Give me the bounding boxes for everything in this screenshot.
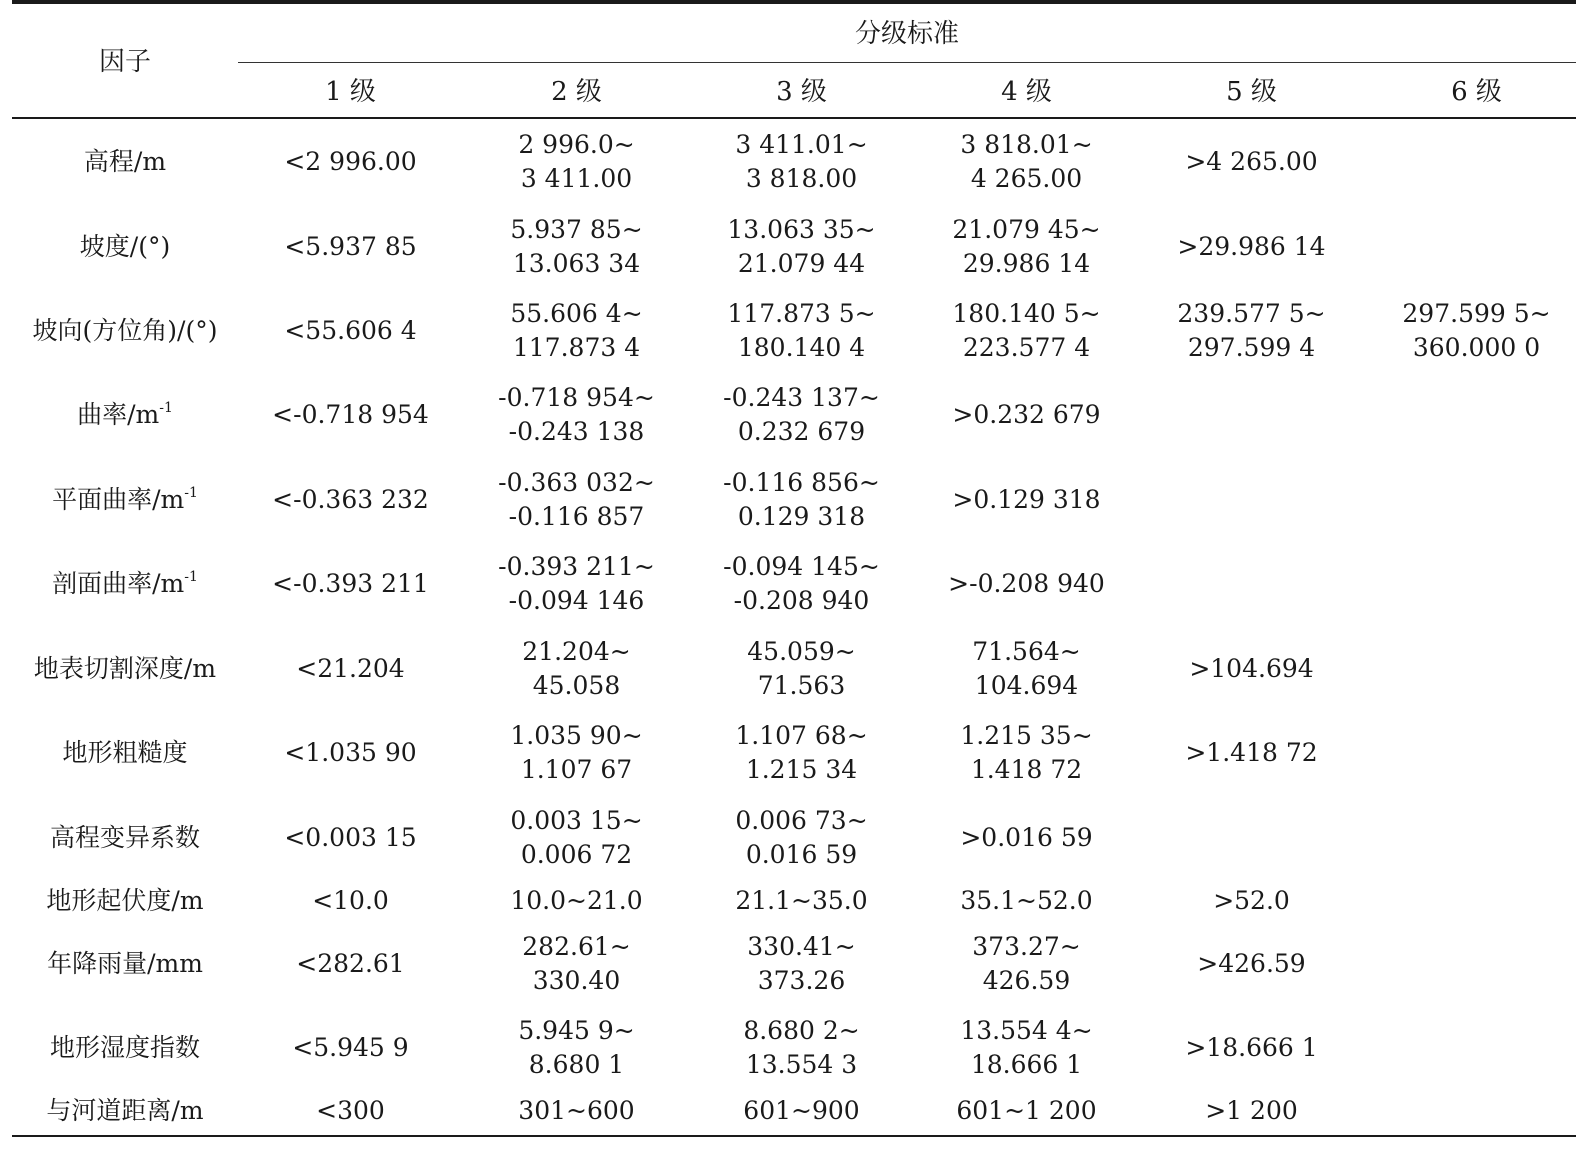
grade-cell-2 bbox=[464, 464, 689, 536]
grade-value-line: 13.554 4~ bbox=[960, 1016, 1093, 1045]
grade-cell-1 bbox=[238, 548, 463, 620]
factor-label: 与河道距离/m bbox=[46, 1096, 204, 1125]
grade-value-line: >1.418 72 bbox=[1185, 738, 1318, 767]
grade-cell-4 bbox=[914, 379, 1139, 451]
grade-value-line: 21.079 45~ bbox=[952, 215, 1101, 244]
grade-cell-3 bbox=[689, 548, 914, 620]
factor-cell bbox=[0, 379, 250, 451]
grade-value-line: 55.606 4~ bbox=[510, 299, 643, 328]
grade-cell-2 bbox=[464, 295, 689, 367]
grade-cell-3 bbox=[689, 802, 914, 874]
grade-value-line: 373.26 bbox=[757, 966, 846, 995]
grade-cell-5 bbox=[1139, 865, 1364, 937]
grade-value-line: 180.140 5~ bbox=[952, 299, 1101, 328]
grade-cell-5 bbox=[1139, 464, 1364, 536]
grade-value-line: 21.204~ bbox=[522, 637, 631, 666]
factor-cell bbox=[0, 802, 250, 874]
grade-cell-1 bbox=[238, 379, 463, 451]
grade-value-line: 3 411.01~ bbox=[735, 130, 868, 159]
grade-cell-2 bbox=[464, 865, 689, 937]
grade-value-line: 2 996.0~ bbox=[518, 130, 635, 159]
grade-value-line: -0.363 032~ bbox=[498, 468, 655, 497]
grade-value-line: 1.215 34 bbox=[745, 755, 858, 784]
grade-cell-6 bbox=[1364, 295, 1587, 367]
grade-value-line: >18.666 1 bbox=[1185, 1033, 1318, 1062]
grade-value-line: 0.006 73~ bbox=[735, 806, 868, 835]
grade-cell-3 bbox=[689, 295, 914, 367]
factor-cell bbox=[0, 1075, 250, 1147]
grade-value-line: >0.016 59 bbox=[960, 823, 1093, 852]
grade-value-line: 71.564~ bbox=[972, 637, 1081, 666]
grade-cell-4 bbox=[914, 211, 1139, 283]
grade-cell-4 bbox=[914, 717, 1139, 789]
grade-header-4: 4 级 bbox=[1001, 77, 1052, 107]
grade-cell-3 bbox=[689, 126, 914, 198]
grade-value-line: -0.243 137~ bbox=[723, 383, 880, 412]
grade-cell-2 bbox=[464, 548, 689, 620]
grade-value-line: <21.204 bbox=[296, 654, 405, 683]
grading-header: 分级标准 bbox=[854, 19, 959, 49]
grade-value-line: -0.243 138 bbox=[508, 417, 645, 446]
grade-value-line: <10.0 bbox=[312, 886, 389, 915]
grade-cell-4 bbox=[914, 548, 1139, 620]
grade-value-line: 1.035 90~ bbox=[510, 721, 643, 750]
grade-value-line: 1.215 35~ bbox=[960, 721, 1093, 750]
grade-cell-2 bbox=[464, 211, 689, 283]
grade-value-line: <-0.393 211 bbox=[272, 569, 429, 598]
grade-cell-1 bbox=[238, 865, 463, 937]
grade-header-2: 2 级 bbox=[551, 77, 602, 107]
grade-cell-6 bbox=[1364, 1075, 1587, 1147]
grade-cell-1 bbox=[238, 717, 463, 789]
grade-value-line: <-0.718 954 bbox=[272, 400, 429, 429]
grade-value-line: -0.718 954~ bbox=[498, 383, 655, 412]
grade-value-line: 3 818.01~ bbox=[960, 130, 1093, 159]
factor-label: 地形粗糙度 bbox=[62, 738, 188, 767]
grade-value-line: -0.393 211~ bbox=[498, 552, 655, 581]
factor-cell bbox=[0, 211, 250, 283]
grade-value-line: 21.1~35.0 bbox=[735, 886, 868, 915]
factor-cell bbox=[0, 548, 250, 620]
grade-value-line: 223.577 4 bbox=[962, 333, 1091, 362]
factor-cell bbox=[0, 464, 250, 536]
grade-cell-5 bbox=[1139, 126, 1364, 198]
grade-value-line: >0.232 679 bbox=[952, 400, 1101, 429]
grade-value-line: 3 411.00 bbox=[520, 164, 633, 193]
grade-value-line: 373.27~ bbox=[972, 932, 1081, 961]
factor-cell bbox=[0, 928, 250, 1000]
grade-cell-6 bbox=[1364, 379, 1587, 451]
grade-cell-5 bbox=[1139, 717, 1364, 789]
grade-value-line: 601~1 200 bbox=[956, 1096, 1097, 1125]
grade-cell-2 bbox=[464, 928, 689, 1000]
grade-cell-3 bbox=[689, 464, 914, 536]
grade-cell-5 bbox=[1139, 548, 1364, 620]
grade-cell-2 bbox=[464, 1012, 689, 1084]
factor-label: 高程变异系数 bbox=[49, 823, 200, 852]
grade-cell-6 bbox=[1364, 548, 1587, 620]
grade-value-line: -0.116 856~ bbox=[723, 468, 880, 497]
grade-value-line: 180.140 4 bbox=[737, 333, 866, 362]
grade-cell-1 bbox=[238, 802, 463, 874]
grade-cell-2 bbox=[464, 379, 689, 451]
factor-unit-exponent: -1 bbox=[159, 399, 173, 416]
grade-cell-4 bbox=[914, 633, 1139, 705]
grade-value-line: 426.59 bbox=[982, 966, 1071, 995]
grade-value-line: 1.418 72 bbox=[970, 755, 1083, 784]
grade-value-line: >0.129 318 bbox=[952, 485, 1101, 514]
grade-value-line: <2 996.00 bbox=[284, 147, 417, 176]
grade-value-line: >426.59 bbox=[1197, 949, 1306, 978]
grade-value-line: <282.61 bbox=[296, 949, 405, 978]
factor-cell bbox=[0, 295, 250, 367]
grade-header-6: 6 级 bbox=[1451, 77, 1502, 107]
grade-value-line: 18.666 1 bbox=[970, 1050, 1083, 1079]
grade-cell-3 bbox=[689, 633, 914, 705]
grade-value-line: 10.0~21.0 bbox=[510, 886, 643, 915]
grade-cell-3 bbox=[689, 717, 914, 789]
grade-value-line: 282.61~ bbox=[522, 932, 631, 961]
grade-value-line: >29.986 14 bbox=[1177, 232, 1326, 261]
grade-value-line: 5.937 85~ bbox=[510, 215, 643, 244]
grade-value-line: 297.599 5~ bbox=[1402, 299, 1551, 328]
grade-value-line: 5.945 9~ bbox=[518, 1016, 635, 1045]
grade-value-line: 0.003 15~ bbox=[510, 806, 643, 835]
grade-header-1: 1 级 bbox=[325, 77, 376, 107]
grade-value-line: -0.208 940 bbox=[733, 586, 870, 615]
grade-value-line: 35.1~52.0 bbox=[960, 886, 1093, 915]
grade-value-line: 4 265.00 bbox=[970, 164, 1083, 193]
grade-value-line: 0.006 72 bbox=[520, 840, 633, 869]
grade-value-line: <300 bbox=[316, 1096, 385, 1125]
grade-cell-1 bbox=[238, 1075, 463, 1147]
grade-cell-4 bbox=[914, 295, 1139, 367]
grade-cell-3 bbox=[689, 865, 914, 937]
factor-label: 剖面曲率$/m^{-1}$ bbox=[52, 568, 198, 598]
factor-label: 年降雨量/mm bbox=[47, 949, 203, 978]
factor-label: 坡度/(°) bbox=[79, 232, 171, 261]
grade-cell-3 bbox=[689, 928, 914, 1000]
grade-value-line: 360.000 0 bbox=[1412, 333, 1541, 362]
grade-cell-6 bbox=[1364, 126, 1587, 198]
grade-value-line: 45.059~ bbox=[747, 637, 856, 666]
grade-value-line: >-0.208 940 bbox=[948, 569, 1105, 598]
grade-value-line: <55.606 4 bbox=[284, 316, 417, 345]
grade-cell-3 bbox=[689, 379, 914, 451]
grade-value-line: -0.116 857 bbox=[508, 502, 645, 531]
factor-cell bbox=[0, 865, 250, 937]
grade-value-line: <-0.363 232 bbox=[272, 485, 429, 514]
grade-cell-4 bbox=[914, 928, 1139, 1000]
grade-value-line: 13.063 34 bbox=[512, 249, 641, 278]
grade-value-line: 601~900 bbox=[743, 1096, 860, 1125]
grade-cell-6 bbox=[1364, 1012, 1587, 1084]
grade-cell-4 bbox=[914, 464, 1139, 536]
factor-label: 高程/m bbox=[83, 147, 167, 176]
grade-value-line: 29.986 14 bbox=[962, 249, 1091, 278]
grade-header-5: 5 级 bbox=[1226, 77, 1277, 107]
grade-cell-6 bbox=[1364, 464, 1587, 536]
grade-cell-4 bbox=[914, 1075, 1139, 1147]
grade-cell-5 bbox=[1139, 211, 1364, 283]
grade-cell-6 bbox=[1364, 802, 1587, 874]
grade-value-line: 104.694 bbox=[974, 671, 1079, 700]
factor-header: 因子 bbox=[98, 47, 151, 77]
grade-cell-3 bbox=[689, 1012, 914, 1084]
grade-cell-2 bbox=[464, 633, 689, 705]
grade-cell-1 bbox=[238, 126, 463, 198]
grade-value-line: 0.129 318 bbox=[737, 502, 866, 531]
factor-label: 曲率$/m^{-1}$ bbox=[77, 399, 173, 429]
factor-label: 地形起伏度/m bbox=[46, 886, 204, 915]
grade-value-line: >52.0 bbox=[1213, 886, 1290, 915]
grade-cell-5 bbox=[1139, 802, 1364, 874]
grade-cell-2 bbox=[464, 802, 689, 874]
grade-value-line: 13.554 3 bbox=[745, 1050, 858, 1079]
grade-value-line: <5.937 85 bbox=[284, 232, 417, 261]
grade-value-line: 45.058 bbox=[532, 671, 621, 700]
factor-label: 地表切割深度/m bbox=[33, 654, 217, 683]
grade-cell-1 bbox=[238, 1012, 463, 1084]
grade-value-line: >4 265.00 bbox=[1185, 147, 1318, 176]
grade-value-line: 330.41~ bbox=[747, 932, 856, 961]
factor-cell bbox=[0, 126, 250, 198]
grade-cell-3 bbox=[689, 1075, 914, 1147]
grade-value-line: <1.035 90 bbox=[284, 738, 417, 767]
grade-value-line: <5.945 9 bbox=[292, 1033, 409, 1062]
factor-cell bbox=[0, 633, 250, 705]
grade-value-line: 239.577 5~ bbox=[1177, 299, 1326, 328]
grade-value-line: 1.107 68~ bbox=[735, 721, 868, 750]
grade-value-line: -0.094 145~ bbox=[723, 552, 880, 581]
factor-unit-exponent: -1 bbox=[184, 484, 198, 501]
grade-cell-1 bbox=[238, 633, 463, 705]
grade-cell-2 bbox=[464, 717, 689, 789]
factor-label: 地形湿度指数 bbox=[49, 1033, 200, 1062]
factor-label: 坡向(方位角)/(°) bbox=[32, 316, 218, 345]
grade-value-line: 0.232 679 bbox=[737, 417, 866, 446]
grade-cell-4 bbox=[914, 126, 1139, 198]
grade-cell-5 bbox=[1139, 928, 1364, 1000]
grade-value-line: 117.873 5~ bbox=[727, 299, 876, 328]
grade-value-line: <0.003 15 bbox=[284, 823, 417, 852]
grade-value-line: -0.094 146 bbox=[508, 586, 645, 615]
grade-cell-4 bbox=[914, 865, 1139, 937]
grade-value-line: 8.680 1 bbox=[528, 1050, 625, 1079]
grade-cell-4 bbox=[914, 802, 1139, 874]
grade-cell-6 bbox=[1364, 633, 1587, 705]
grade-cell-1 bbox=[238, 464, 463, 536]
grade-value-line: 117.873 4 bbox=[512, 333, 641, 362]
grade-value-line: >104.694 bbox=[1189, 654, 1314, 683]
grade-cell-6 bbox=[1364, 211, 1587, 283]
grade-cell-1 bbox=[238, 295, 463, 367]
grade-cell-5 bbox=[1139, 633, 1364, 705]
grade-value-line: 297.599 4 bbox=[1187, 333, 1316, 362]
grade-cell-4 bbox=[914, 1012, 1139, 1084]
grade-cell-5 bbox=[1139, 1075, 1364, 1147]
factor-unit-exponent: -1 bbox=[184, 568, 198, 585]
header-bottom-rule bbox=[12, 117, 1576, 119]
grade-value-line: 13.063 35~ bbox=[727, 215, 876, 244]
grading-span-rule bbox=[238, 62, 1576, 63]
grade-value-line: 0.016 59 bbox=[745, 840, 858, 869]
grade-cell-1 bbox=[238, 211, 463, 283]
grade-cell-2 bbox=[464, 1075, 689, 1147]
grade-cell-6 bbox=[1364, 717, 1587, 789]
grade-cell-3 bbox=[689, 211, 914, 283]
grade-value-line: 8.680 2~ bbox=[743, 1016, 860, 1045]
factor-cell bbox=[0, 717, 250, 789]
grade-cell-1 bbox=[238, 928, 463, 1000]
grade-value-line: 1.107 67 bbox=[520, 755, 633, 784]
grade-header-3: 3 级 bbox=[776, 77, 827, 107]
grade-cell-2 bbox=[464, 126, 689, 198]
grade-value-line: 330.40 bbox=[532, 966, 621, 995]
factor-label: 平面曲率$/m^{-1}$ bbox=[52, 484, 198, 514]
grade-cell-6 bbox=[1364, 928, 1587, 1000]
grade-cell-5 bbox=[1139, 379, 1364, 451]
grade-cell-5 bbox=[1139, 1012, 1364, 1084]
grade-value-line: 301~600 bbox=[518, 1096, 635, 1125]
grade-cell-6 bbox=[1364, 865, 1587, 937]
grade-cell-5 bbox=[1139, 295, 1364, 367]
grade-value-line: 3 818.00 bbox=[745, 164, 858, 193]
grade-value-line: >1 200 bbox=[1205, 1096, 1298, 1125]
grade-value-line: 21.079 44 bbox=[737, 249, 866, 278]
factor-cell bbox=[0, 1012, 250, 1084]
grade-value-line: 71.563 bbox=[757, 671, 846, 700]
table-top-rule bbox=[12, 0, 1576, 4]
